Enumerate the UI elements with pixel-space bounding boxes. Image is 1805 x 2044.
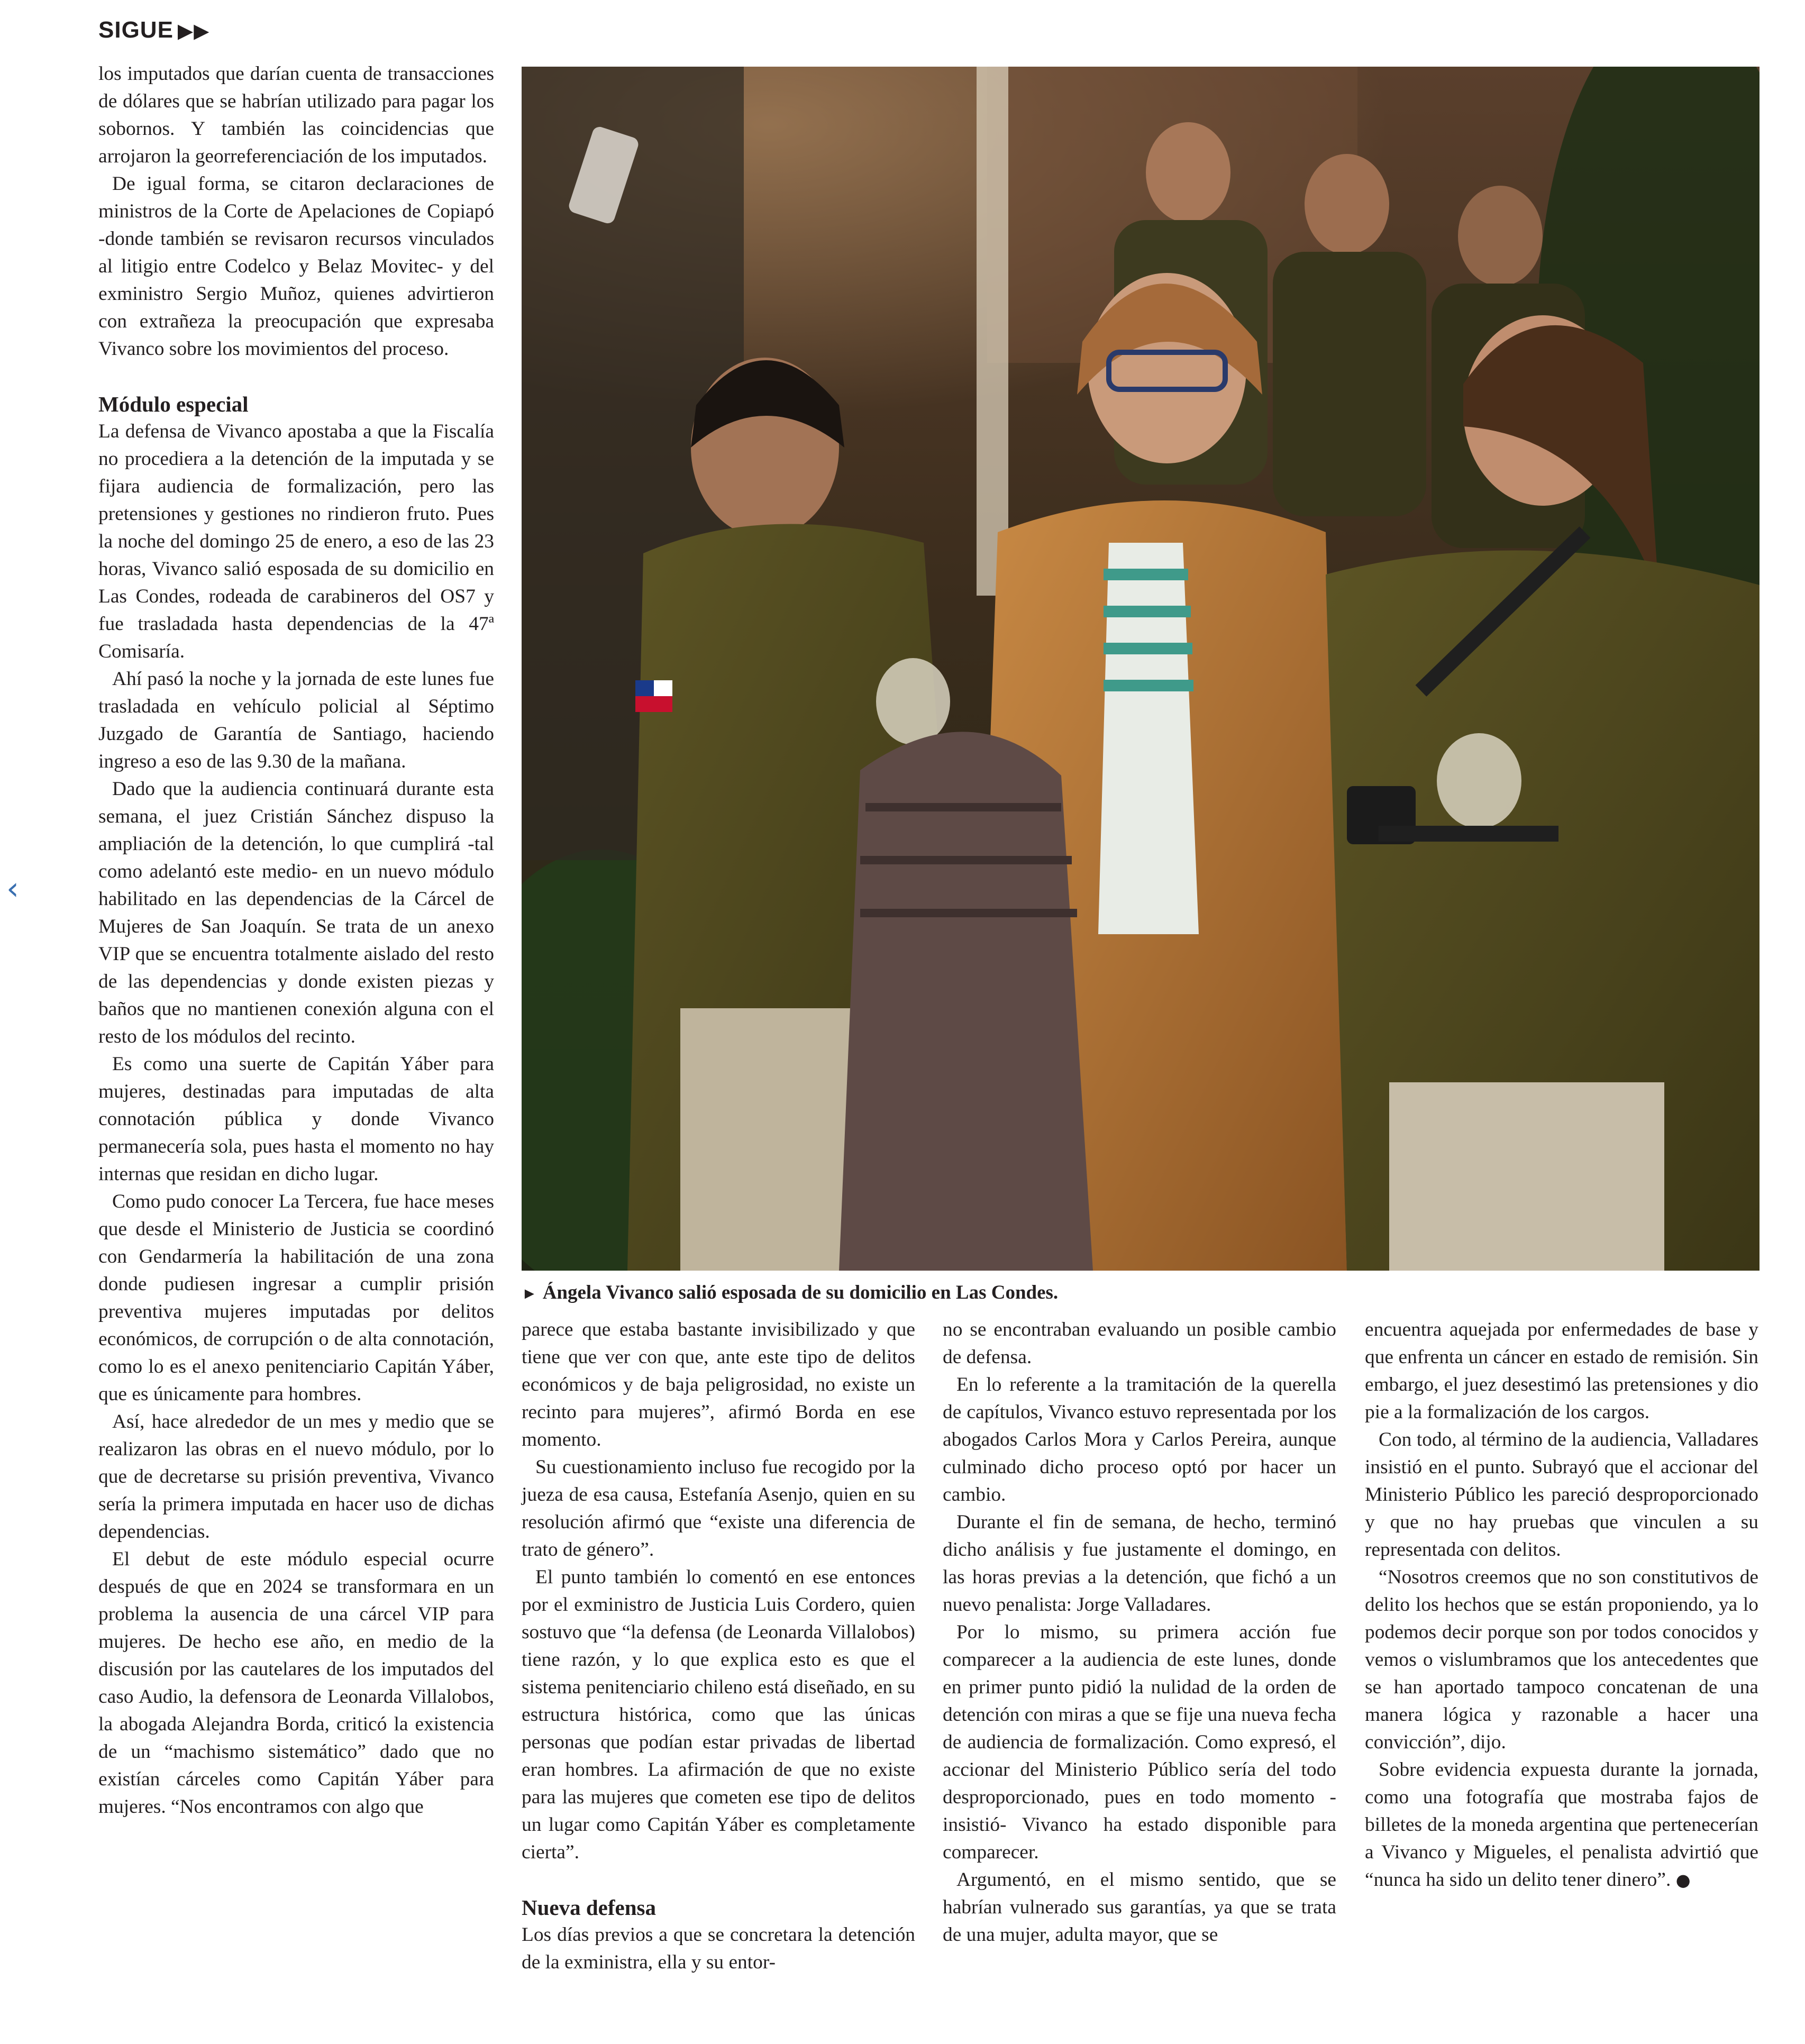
paragraph: parece que estaba bastante invisibilizado y que tiene que ver con que, ante este tipo de delitos económicos y de baja peligrosidad, no existe un recinto para mujeres”, afirmó Borda en ese momento.	[522, 1319, 915, 1450]
section-label-text: SIGUE	[98, 17, 174, 43]
paragraph: Así, hace alrededor de un mes y medio que se realizaron las obras en el nuevo módulo, por lo que de decretarse su prisión preventiva, Vivanco sería la primera imputada en hacer uso de dichas dependencias.	[98, 1411, 494, 1543]
paragraph: Como pudo conocer La Tercera, fue hace meses que desde el Ministerio de Justicia se coordinó con Gendarmería la habilitación de una zona donde pudiesen ingresar a cumplir prisión preventiva mujeres imputadas por delitos económicos, de corrupción o de alta connotación, como lo es el anexo penitenciario Capitán Yáber, que es únicamente para hombres.	[98, 1191, 494, 1405]
article-column-1	[98, 60, 494, 1821]
photo-caption	[522, 1279, 1760, 1308]
paragraph: De igual forma, se citaron declaraciones de ministros de la Corte de Apelaciones de Copiapó -donde también se revisaron recursos vinculados al litigio entre Codelco y Belaz Movitec- y del exministro Sergio Muñoz, quienes advirtieron con extrañeza la preocupación que expresaba Vivanco sobre los movimientos del proceso.	[98, 173, 494, 360]
article-column-3	[943, 1316, 1336, 1949]
paragraph: encuentra aquejada por enfermedades de base y que enfrenta un cáncer en estado de remisión. Sin embargo, el juez desestimó las pretensiones y dio pie a la formalización de los cargos.	[1365, 1319, 1758, 1423]
paragraph: El debut de este módulo especial ocurre después de que en 2024 se transformara en un problema la ausencia de una cárcel VIP para mujeres. De hecho ese año, en medio de la discusión por las cautelares de los imputados del caso Audio, la defensora de Leonarda Villalobos, la abogada Alejandra Borda, criticó la existencia de un “machismo sistemático” dado que no existían cárceles como Capitán Yáber para mujeres. “Nos encontramos con algo que	[98, 1548, 494, 1818]
paragraph: La defensa de Vivanco apostaba a que la Fiscalía no procediera a la detención de la imputada y se fijara audiencia de formalización, pero las pretensiones y gestiones no rindieron fruto. Pues la noche del domingo 25 de enero, a eso de las 23 horas, Vivanco salió esposada de su domicilio en Las Condes, rodeada de carabineros del OS7 y fue trasladada hasta dependencias de la 47ª Comisaría.	[98, 421, 494, 662]
paragraph: El punto también lo comentó en ese entonces por el exministro de Justicia Luis Cordero, quien sostuvo que “la defensa (de Leonarda Villalobos) tiene razón, y lo que explica esto es que el sistema penitenciario chileno está diseñado, en su estructura histórica, como que las únicas personas que podían estar privadas de libertad eran hombres. La afirmación de que no existe para las mujeres que cometen ese tipo de delitos un lugar como Capitán Yáber es completamente cierta”.	[522, 1566, 915, 1863]
double-arrow-icon: ▶▶	[177, 20, 210, 42]
paragraph: Los días previos a que se concretara la detención de la exministra, ella y su entor-	[522, 1924, 915, 1973]
paragraph: Con todo, al término de la audiencia, Valladares insistió en el punto. Subrayó que el accionar del Ministerio Público les pareció desproporcionado y que no hay pruebas que vinculen a su representada con delitos.	[1365, 1429, 1758, 1561]
end-mark-icon: ●	[1675, 1870, 1691, 1890]
subheading-modulo-especial: Módulo especial	[98, 392, 249, 416]
paragraph: Durante el fin de semana, de hecho, terminó dicho análisis y fue justamente el domingo, en las horas previas a la detención, que fichó a un nuevo penalista: Jorge Valladares.	[943, 1511, 1336, 1616]
chevron-left-icon[interactable]: ‹	[6, 870, 19, 907]
section-label	[98, 17, 209, 43]
photo-illustration	[522, 67, 1760, 1271]
article-column-2	[522, 1316, 915, 1976]
news-photo	[522, 67, 1760, 1271]
paragraph: “Nosotros creemos que no son constitutivos de delito los hechos que se están proponiendo, ya lo podemos decir porque son por todos conocidos y vemos o vislumbramos que los antecedentes que se han aportado tampoco concatenan de una manera lógica y razonable a hacer una convicción”, dijo.	[1365, 1566, 1758, 1753]
paragraph: En lo referente a la tramitación de la querella de capítulos, Vivanco estuvo representada por los abogados Carlos Mora y Carlos Pereira, aunque culminado dicho proceso optó por hacer un cambio.	[943, 1374, 1336, 1505]
paragraph: Es como una suerte de Capitán Yáber para mujeres, destinadas para imputadas de alta connotación pública y donde Vivanco permanecería sola, pues hasta el momento no hay internas que residan en dicho lugar.	[98, 1053, 494, 1185]
paragraph: Dado que la audiencia continuará durante esta semana, el juez Cristián Sánchez dispuso la ampliación de la detención, lo que cumplirá -tal como adelantó este medio- en un nuevo módulo habilitado en las dependencias de la Cárcel de Mujeres de San Joaquín. Se trata de un anexo VIP que se encuentra totalmente aislado del resto de las dependencias y donde existen piezas y baños que no mantienen conexión alguna con el resto de los módulos del recinto.	[98, 778, 494, 1047]
paragraph: Por lo mismo, su primera acción fue comparecer a la audiencia de este lunes, donde en primer punto pidió la nulidad de la orden de detención con miras a que se fije una nueva fecha de audiencia de formalización. Como expresó, el accionar del Ministerio Público sería del todo desproporcionado, pues en todo momento -insistió- Vivanco ha estado disponible para comparecer.	[943, 1621, 1336, 1863]
paragraph: Ahí pasó la noche y la jornada de este lunes fue trasladada en vehículo policial al Séptimo Juzgado de Garantía de Santiago, haciendo ingreso a eso de las 9.30 de la mañana.	[98, 668, 494, 772]
article-column-4	[1365, 1316, 1758, 1894]
paragraph: no se encontraban evaluando un posible cambio de defensa.	[943, 1319, 1336, 1368]
paragraph: Su cuestionamiento incluso fue recogido por la jueza de esa causa, Estefanía Asenjo, quien en su resolución afirmó que “existe una diferencia de trato de género”.	[522, 1456, 915, 1561]
caption-marker-icon: ►	[522, 1285, 537, 1302]
paragraph: los imputados que darían cuenta de transacciones de dólares que se habrían utilizado para pagar los sobornos. Y también las coincidencias que arrojaron la georreferenciación de los imputados.	[98, 63, 494, 167]
paragraph: Argumentó, en el mismo sentido, que se habrían vulnerado sus garantías, ya que se trata de una mujer, adulta mayor, que se	[943, 1869, 1336, 1946]
paragraph-text: Sobre evidencia expuesta durante la jornada, como una fotografía que mostraba fajos de billetes de la moneda argentina que pertenecerían a Vivanco y Migueles, el penalista advirtió que “nunca ha sido un delito tener dinero”.	[1365, 1759, 1758, 1891]
paragraph	[1365, 1756, 1758, 1894]
caption-text: Ángela Vivanco salió esposada de su domicilio en Las Condes.	[542, 1282, 1059, 1303]
subheading-nueva-defensa: Nueva defensa	[522, 1895, 656, 1920]
